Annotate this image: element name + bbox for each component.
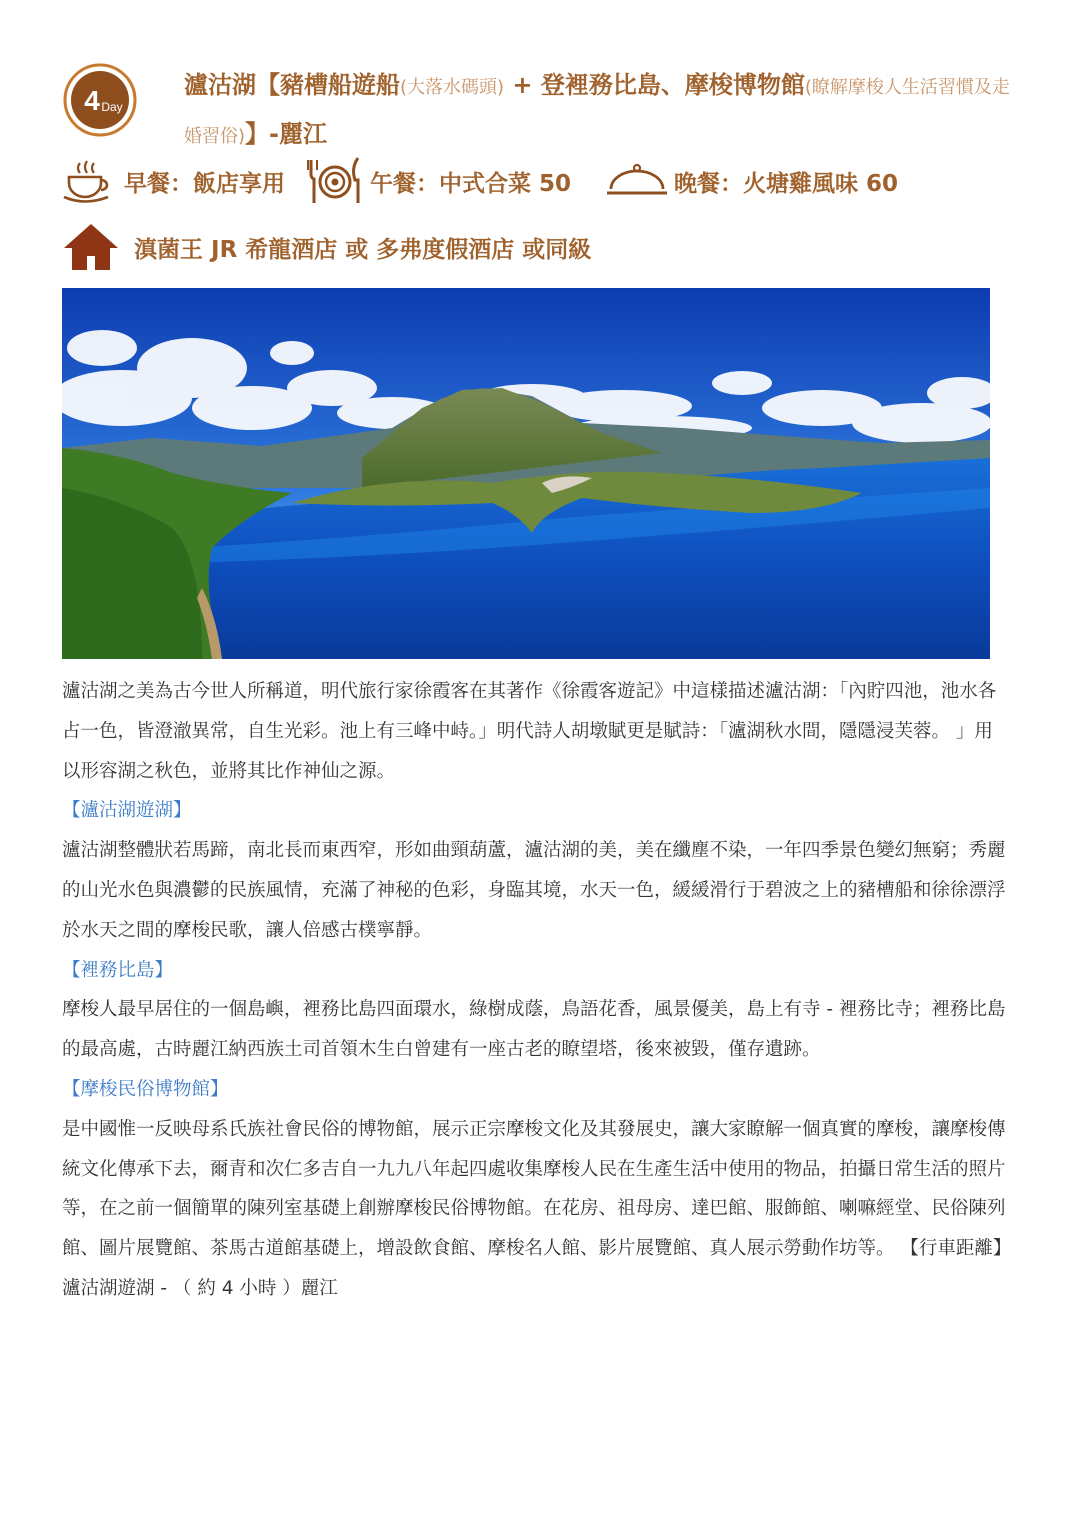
mosuo-museum-description: 是中國惟一反映母系氏族社會民俗的博物館，展示正宗摩梭文化及其發展史，讓大家瞭解一個真實的摩梭，讓摩梭傳統文化傳承下去，爾青和次仁多吉自一九九八年起四處收集摩梭人民在生產生活中使用的物品，拍攝日常生活的照片等，在之前一個簡單的陳列室基礎上創辦摩梭民俗博物館。在花房、祖母房、達巴館、服飾館、喇嘛經堂、民俗陳列館、圖片展覽館、茶馬古道館基礎上，增設飲食館、摩梭名人館、影片展覽館、真人展示勞動作坊等。: [62, 1118, 1006, 1260]
intro-paragraph: 瀘沽湖之美為古今世人所稱道，明代旅行家徐霞客在其著作《徐霞客遊記》中這樣描述瀘沽湖：「內貯四池，池水各占一色，皆澄澈異常，自生光彩。池上有三峰中峙。」明代詩人胡墩賦更是賦詩：「瀘湖秋水間，隱隱浸芙蓉。 」用以形容湖之秋色，並將其比作神仙之源。: [62, 681, 997, 782]
day-title: [184, 62, 1014, 160]
house-icon: [62, 222, 120, 272]
section-liwubi-island-text: 摩梭人最早居住的一個島嶼，裡務比島四面環水，綠樹成蔭，鳥語花香，風景優美，島上有寺 - 裡務比寺；裡務比島的最高處，古時麗江納西族土司首領木生白曾建有一座古老的瞭望塔，後來被毀，僅存遺跡。: [62, 999, 1006, 1061]
title-part2-note: (瞭解摩梭人生活習慣及走婚習俗): [184, 77, 1010, 147]
dinner-text: 晚餐：火塘雞風味 60: [674, 170, 899, 197]
title-part3: 】-麗江: [245, 120, 327, 148]
breakfast-text: 早餐：飯店享用: [124, 170, 285, 197]
day-badge: [62, 62, 138, 138]
lunch-text: 午餐：中式合菜 50: [370, 170, 572, 197]
hotel-text: 滇菌王 JR 希龍酒店 或 多弗度假酒店 或同級: [134, 236, 592, 263]
section-heading-mosuo-museum: 【摩梭民俗博物館】: [62, 1078, 229, 1100]
lake-landscape-photo: [62, 288, 990, 659]
itinerary-description: [62, 672, 1010, 1309]
lunch-item: [306, 150, 571, 212]
section-heading-lake-tour: 【瀘沽湖遊湖】: [62, 800, 192, 822]
dinner-item: [604, 150, 898, 212]
section-mosuo-museum-text: [62, 1110, 1010, 1309]
travel-distance: 【行車距離】瀘沽湖遊湖 - （ 約 4 小時 ）麗江: [62, 1238, 1003, 1299]
title-part1-note: (大落水碼頭): [400, 77, 505, 98]
section-lake-tour-text: 瀘沽湖整體狀若馬蹄，南北長而東西窄，形如曲頸葫蘆，瀘沽湖的美，美在纖塵不染，一年四季景色變幻無窮；秀麗的山光水色與濃鬱的民族風情，充滿了神秘的色彩，身臨其境，水天一色，緩緩滑行于碧波之上的豬槽船和徐徐漂浮於水天之間的摩梭民歌，讓人倍感古樸寧靜。: [62, 840, 1006, 941]
day-unit: Day: [101, 100, 123, 114]
breakfast-item: [62, 150, 285, 212]
title-part1: 瀘沽湖【豬槽船遊船: [184, 71, 400, 99]
meals-row: [62, 150, 1022, 212]
title-part2: + 登裡務比島、摩梭博物館: [504, 71, 805, 99]
teacup-icon: [62, 159, 118, 203]
hotel-row: [62, 220, 1022, 274]
day-number: 4: [84, 85, 100, 116]
cloche-icon: [604, 161, 670, 201]
plate-cutlery-icon: [306, 155, 364, 207]
section-heading-liwubi-island: 【裡務比島】: [62, 959, 174, 981]
